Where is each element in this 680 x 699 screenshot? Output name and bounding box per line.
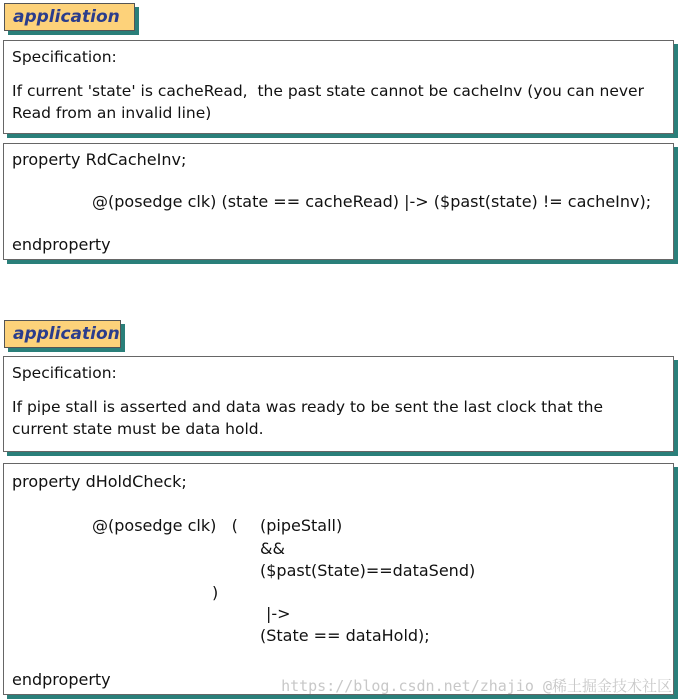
spec-title-2: Specification: — [12, 364, 117, 382]
spec-text-2a: If pipe stall is asserted and data was ready to be sent the last clock that the — [12, 398, 604, 416]
code-pipe-stall-2: (pipeStall) — [260, 516, 343, 535]
application-tag-1: application — [4, 3, 135, 31]
specification-box-1 — [3, 40, 674, 134]
code-assertion-1: @(posedge clk) (state == cacheRead) |-> ($past(state) != cacheInv); — [92, 192, 652, 211]
code-clock-event-2: @(posedge clk) ( — [92, 516, 238, 535]
specification-box-2 — [3, 356, 674, 452]
application-tag-2: application — [4, 320, 121, 348]
code-past-state-2: ($past(State)==dataSend) — [260, 561, 476, 580]
code-property-decl-2: property dHoldCheck; — [12, 472, 187, 491]
watermark-text: https://blog.csdn.net/zhajio @稀土掘金技术社区 — [281, 677, 672, 695]
code-and-operator-2: && — [260, 539, 285, 558]
code-close-paren-2: ) — [212, 583, 219, 602]
spec-text-2b: current state must be data hold. — [12, 420, 264, 438]
code-implication-2: |-> — [266, 604, 291, 623]
spec-text-1a: If current 'state' is cacheRead, the past state cannot be cacheInv (you can never — [12, 82, 644, 100]
code-box-2 — [3, 463, 674, 695]
code-endproperty-2: endproperty — [12, 670, 111, 689]
spec-title-1: Specification: — [12, 48, 117, 66]
code-property-decl-1: property RdCacheInv; — [12, 150, 187, 169]
code-box-1 — [3, 143, 674, 260]
code-state-check-2: (State == dataHold); — [260, 626, 430, 645]
spec-text-1b: Read from an invalid line) — [12, 104, 212, 122]
code-endproperty-1: endproperty — [12, 235, 111, 254]
